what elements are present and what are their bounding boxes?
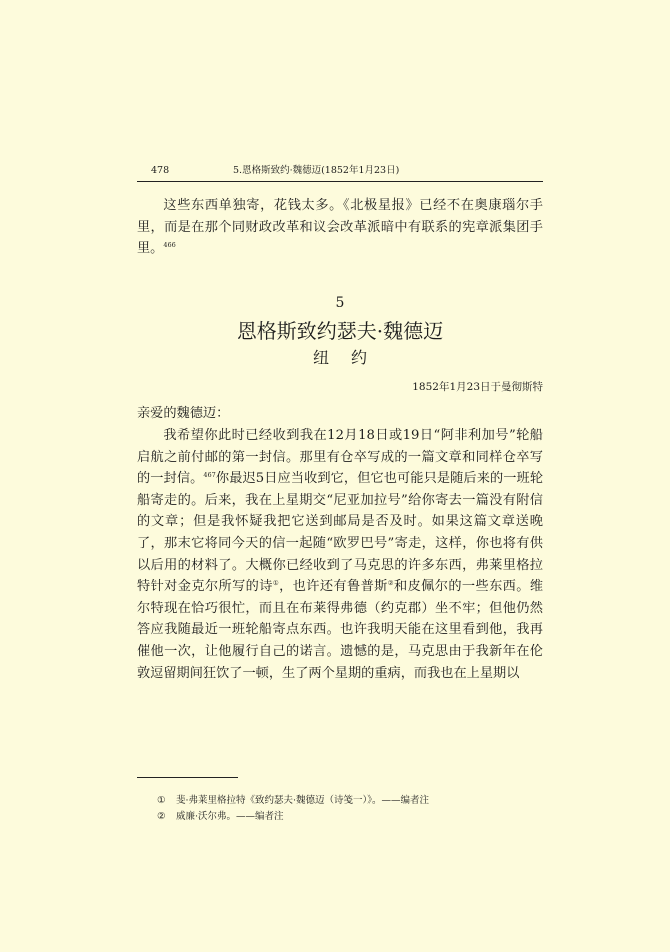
body-text-part-2: 你最迟5日应当收到它，但它也可能只是随后来的一班轮船寄走的。后来，我在上星期交“尼亚加拉号”给你寄去一篇没有附信的文章；但是我怀疑我把它送到邮局是否及时。如果这篇文章送晚了，那末它将同今天的信一起随“欧罗巴号”寄走，这样，你也将有供以后用的材料了。大概你已经收到了马克思的许多东西，弗莱里格拉特针对金克尔所写的诗 (137, 471, 544, 595)
footnote (157, 809, 543, 825)
footnote-mark[interactable]: ② (387, 579, 394, 588)
letter-salutation: 亲爱的魏德迈： (137, 406, 230, 421)
note-reference: 466 (163, 241, 176, 250)
letter-dateline: 1852年1月23日于曼彻斯特 (412, 381, 543, 393)
running-head (137, 164, 543, 178)
footnote-text: 斐·弗莱里格拉特《致约瑟夫·魏德迈（诗笺一）》。——编者注 (176, 795, 430, 806)
footnote-mark[interactable]: ① (272, 579, 280, 588)
book-page (137, 0, 543, 952)
footnote-text: 威廉·沃尔弗。——编者注 (176, 811, 284, 822)
body-text-part-4: 和皮佩尔的一些东西。维尔特现在恰巧很忙，而且在布莱得弗德（约克郡）坐不牢；但他仍然答应我随最近一班轮船寄点东西。也许我明天能在这里看到他，我再催他一次，让他履行自己的诺言。遗憾的是，马克思由于我新年在伦敦逗留期间狂饮了一顿，生了两个星期的重病，而我也在上星期以 (137, 579, 544, 681)
footnote (157, 793, 543, 809)
footnotes (157, 793, 543, 825)
running-head-title: 5.恩格斯致约·魏德迈(1852年1月23日) (233, 165, 400, 176)
note-reference: 467 (203, 471, 216, 480)
letter-title: 恩格斯致约瑟夫·魏德迈 (236, 319, 444, 343)
body-text-part-1: 我希望你此时已经收到我在12月18日或19日“阿非利加号”轮船启航之前付邮的第一封信。那里有仓卒写成的一篇文章和同样仓卒写的一封信。 (137, 428, 543, 487)
letter-number: 5 (335, 295, 345, 311)
footnote-marker: ② (157, 811, 166, 822)
continuation-paragraph (137, 195, 543, 260)
footnote-marker: ① (157, 795, 166, 806)
letter-location: 纽约 (312, 348, 389, 367)
page-number: 478 (151, 165, 170, 176)
continuation-text: 这些东西单独寄，花钱太多。《北极星报》已经不在奥康瑙尔手里，而是在那个同财政改革和议会改革派暗中有联系的宪章派集团手里。 (137, 198, 543, 257)
footnote-rule (137, 777, 238, 778)
body-text-part-3: ，也许还有鲁普斯 (279, 579, 388, 595)
header-rule (137, 181, 543, 182)
letter-body-paragraph (137, 425, 543, 684)
